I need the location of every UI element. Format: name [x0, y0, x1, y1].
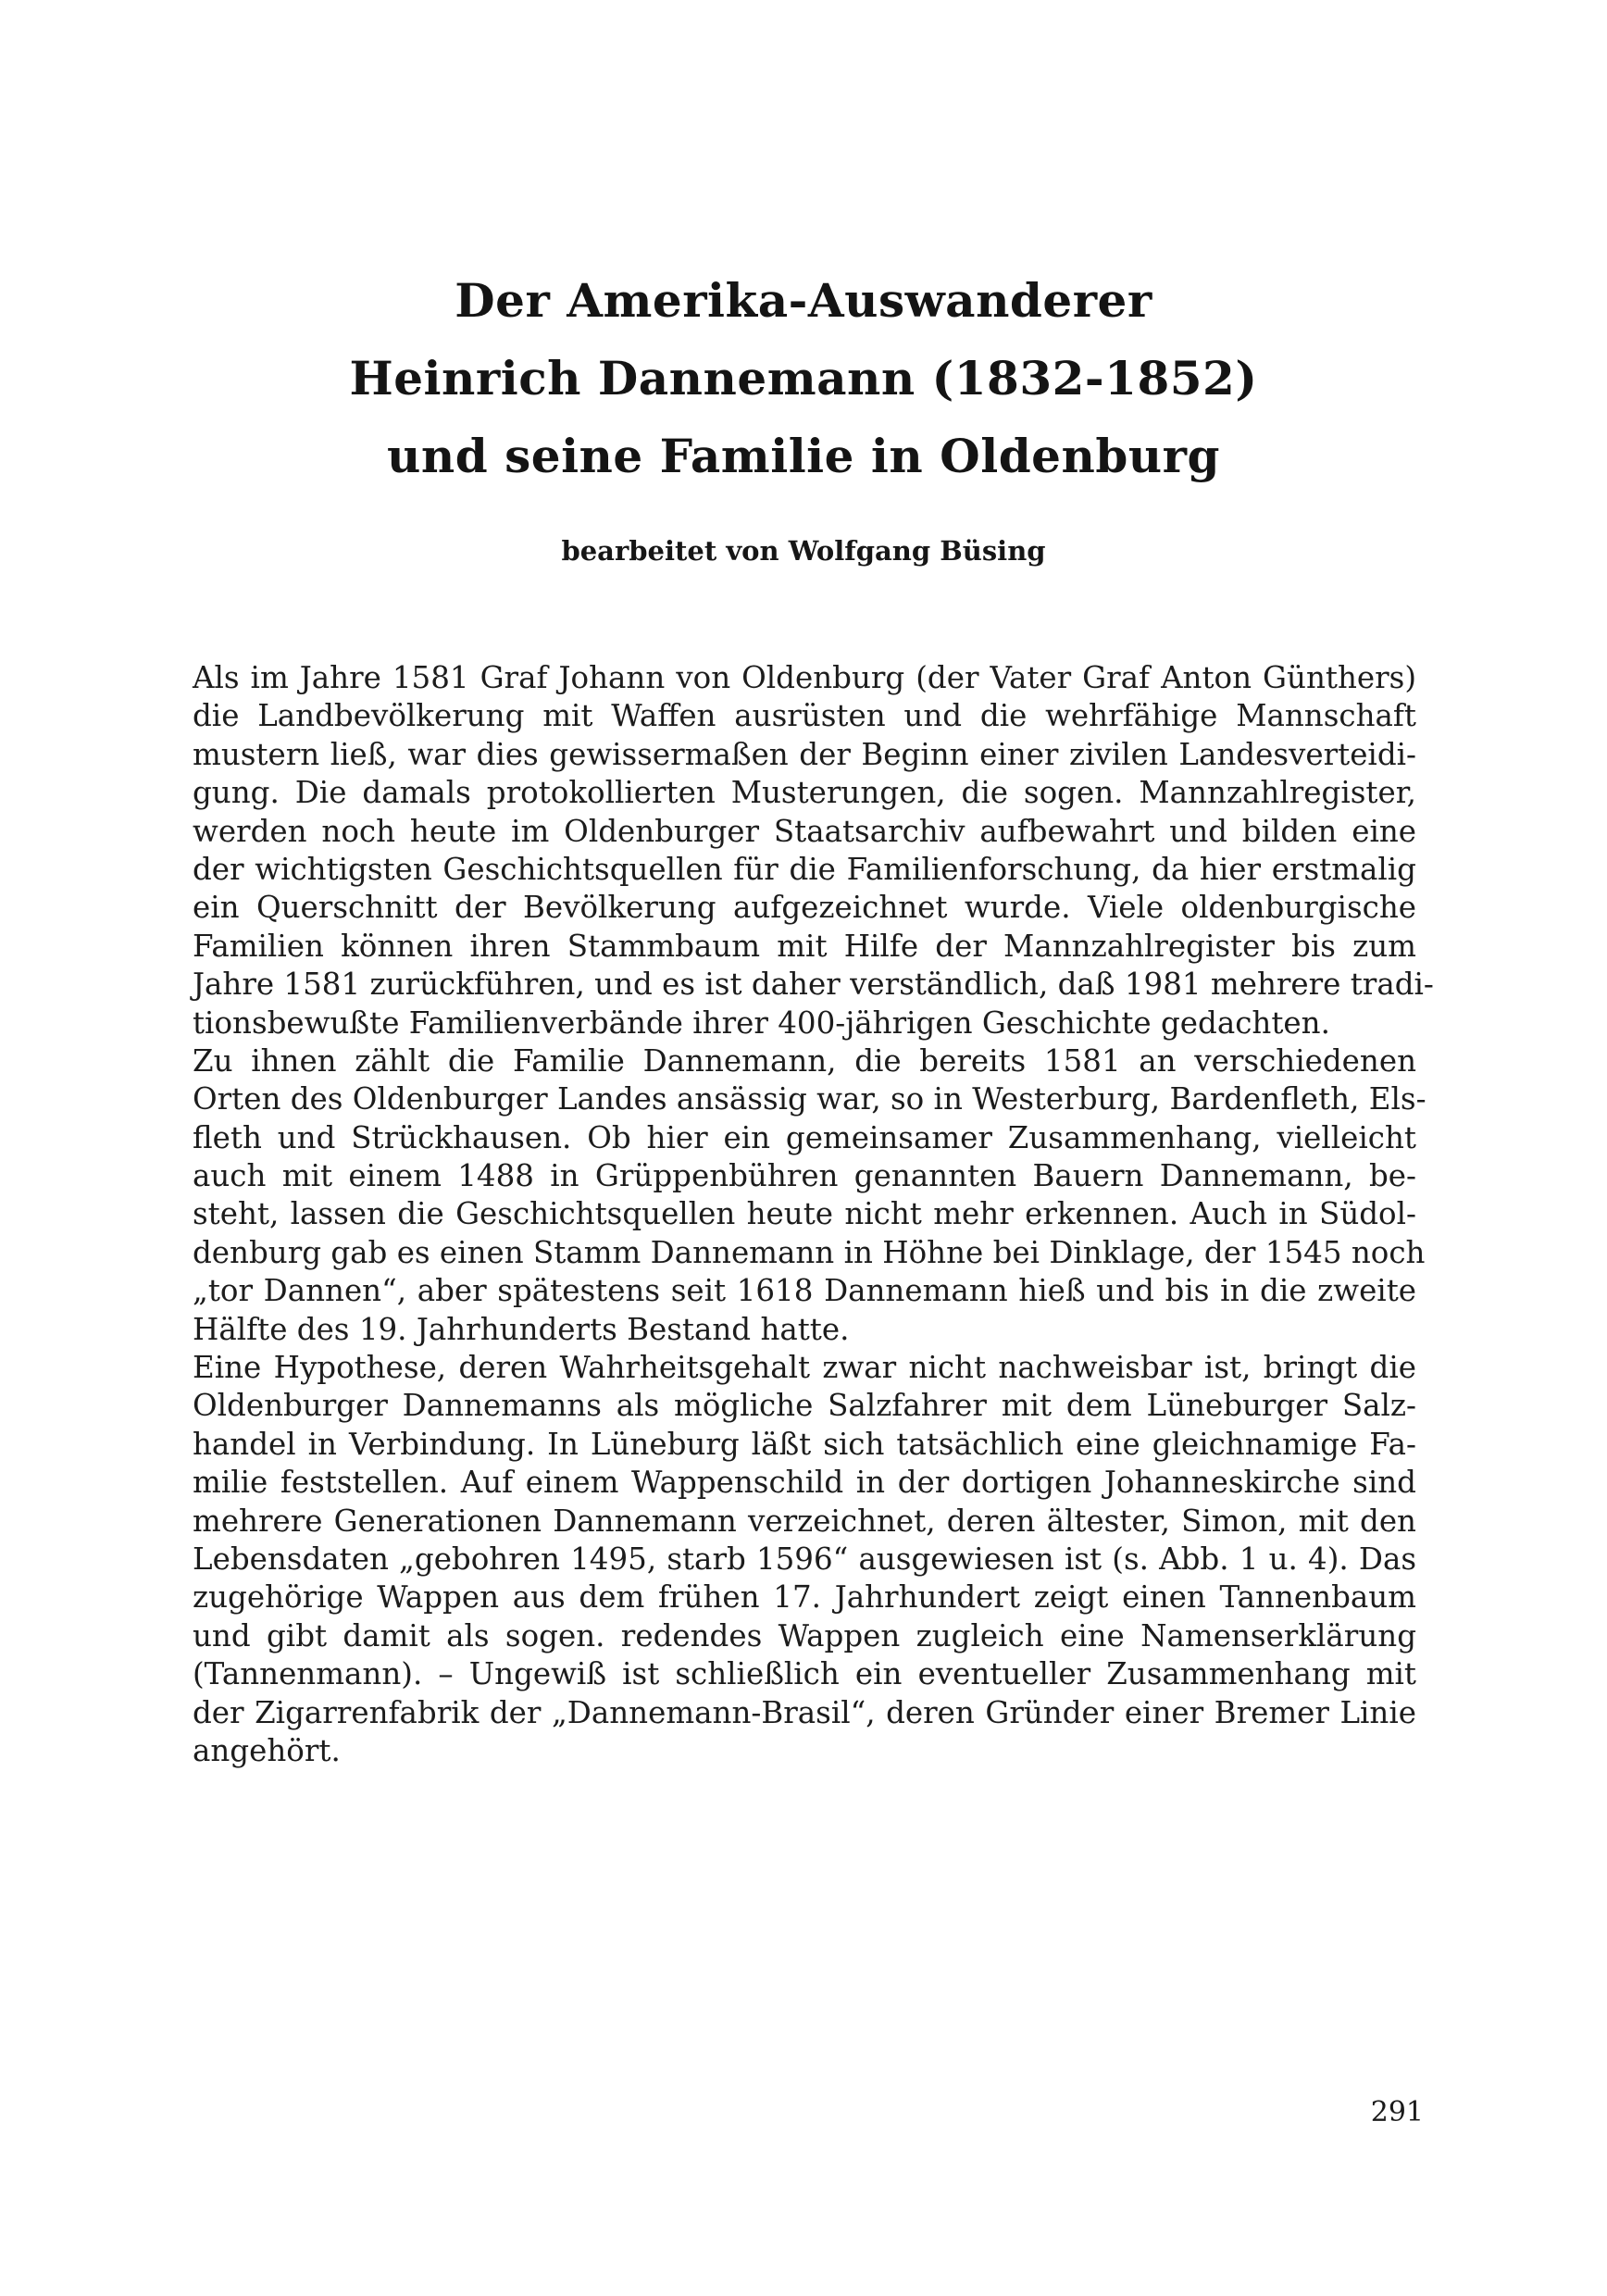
author-byline: bearbeitet von Wolfgang Büsing — [561, 535, 1046, 567]
text-line: fleth und Strückhausen. Ob hier ein gemeinsamer Zusammenhang, vielleicht — [193, 1119, 1416, 1155]
text-line: angehört. — [193, 1732, 341, 1768]
text-line: (Tannenmann). – Ungewiß ist schließlich ein eventueller Zusammenhang mit — [193, 1656, 1416, 1692]
page-number: 291 — [1370, 2096, 1424, 2128]
text-line: mehrere Generationen Dannemann verzeichnet, deren ältester, Simon, mit den — [193, 1503, 1416, 1539]
text-line: ein Querschnitt der Bevölkerung aufgezeichnet wurde. Viele oldenburgische — [193, 890, 1416, 926]
paragraph-1 — [193, 659, 1434, 1042]
text-line: zugehörige Wappen aus dem frühen 17. Jahrhundert zeigt einen Tannenbaum — [193, 1579, 1416, 1616]
text-line: steht, lassen die Geschichtsquellen heute nicht mehr erkennen. Auch in Südol- — [193, 1196, 1416, 1232]
text-line: „tor Dannen“, aber spätestens seit 1618 Dannemann hieß und bis in die zweite — [193, 1273, 1416, 1309]
text-line: Als im Jahre 1581 Graf Johann von Oldenburg (der Vater Graf Anton Günthers) — [193, 660, 1416, 695]
text-line: Zu ihnen zählt die Familie Dannemann, die bereits 1581 an verschiedenen — [193, 1042, 1416, 1079]
text-line: Hälfte des 19. Jahrhunderts Bestand hatte. — [193, 1311, 850, 1347]
text-line: tionsbewußte Familienverbände ihrer 400-jährigen Geschichte gedachten. — [193, 1004, 1330, 1041]
text-line: Lebensdaten „gebohren 1495, starb 1596“ ausgewiesen ist (s. Abb. 1 u. 4). Das — [193, 1541, 1416, 1577]
text-line: Oldenburger Dannemanns als mögliche Salzfahrer mit dem Lüneburger Salz- — [193, 1388, 1416, 1424]
text-line: mustern ließ, war dies gewissermaßen der Beginn einer zivilen Landesverteidi- — [193, 736, 1416, 772]
title-line-3: und seine Familie in Oldenburg — [387, 429, 1220, 483]
text-line: der wichtigsten Geschichtsquellen für die Familienforschung, da hier erstmalig — [193, 851, 1416, 887]
text-line: Familien können ihren Stammbaum mit Hilfe der Mannzahlregister bis zum — [193, 928, 1416, 964]
paragraph-2 — [193, 1042, 1426, 1349]
text-line: werden noch heute im Oldenburger Staatsarchiv aufbewahrt und bilden eine — [193, 813, 1416, 849]
article-body — [193, 659, 1434, 1770]
text-line: Orten des Oldenburger Landes ansässig war, so in Westerburg, Bardenfleth, Els- — [193, 1081, 1426, 1117]
text-line: gung. Die damals protokollierten Musterungen, die sogen. Mannzahlregister, — [193, 775, 1416, 811]
text-line: die Landbevölkerung mit Waffen ausrüsten und die wehrfähige Mannschaft — [193, 698, 1416, 734]
text-line: Jahre 1581 zurückführen, und es ist daher verständlich, daß 1981 mehrere tradi- — [193, 967, 1434, 1003]
paragraph-3 — [193, 1349, 1416, 1770]
text-line: denburg gab es einen Stamm Dannemann in Höhne bei Dinklage, der 1545 noch — [193, 1234, 1426, 1270]
text-line: Eine Hypothese, deren Wahrheitsgehalt zwar nicht nachweisbar ist, bringt die — [193, 1350, 1416, 1386]
article-title — [0, 262, 1607, 495]
text-line: handel in Verbindung. In Lüneburg läßt sich tatsächlich eine gleichnamige Fa- — [193, 1426, 1416, 1462]
text-line: milie feststellen. Auf einem Wappenschild in der dortigen Johanneskirche sind — [193, 1465, 1416, 1501]
text-line: der Zigarrenfabrik der „Dannemann-Brasil“, deren Gründer einer Bremer Linie — [193, 1694, 1416, 1730]
text-line: auch mit einem 1488 in Grüppenbühren genannten Bauern Dannemann, be- — [193, 1158, 1416, 1194]
title-line-2: Heinrich Dannemann (1832-1852) — [349, 351, 1258, 406]
text-line: und gibt damit als sogen. redendes Wappen zugleich eine Namenserklärung — [193, 1617, 1416, 1653]
title-line-1: Der Amerika-Auswanderer — [455, 273, 1152, 328]
